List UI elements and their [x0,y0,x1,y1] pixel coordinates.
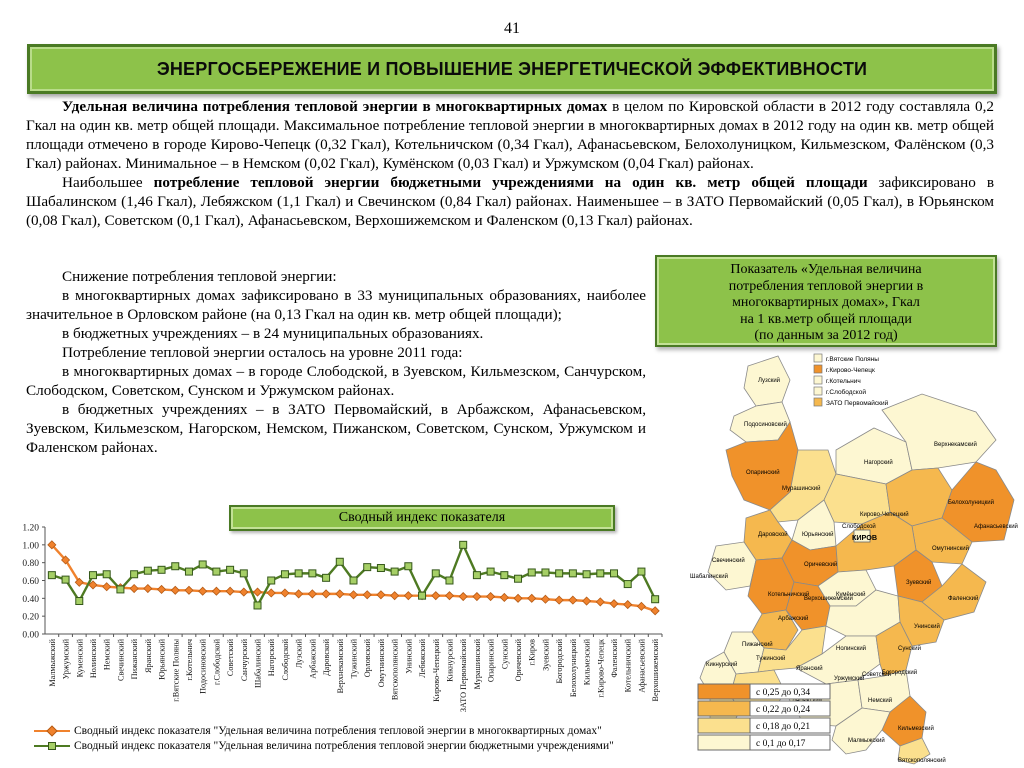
x-tick-label: г.Кирово-Чепецк [596,639,606,698]
point-budget [89,572,96,579]
paragraph-1 [26,97,994,173]
point-budget [569,570,576,577]
point-apartments [555,596,563,604]
map-legend-label: г.Кирово-Чепецк [826,367,875,374]
x-tick-label: Богородский [555,639,565,684]
point-apartments [583,597,591,605]
x-tick-label: Санчурский [239,639,249,682]
point-apartments [651,607,659,615]
point-apartments [487,593,495,601]
map-range-label: с 0,25 до 0,34 [756,688,811,698]
point-apartments [254,588,262,596]
x-tick-label: Кирово-Чепецкий [431,639,441,702]
map-legend-swatch [814,398,822,406]
district-area [836,428,912,484]
district-label: Оричевский [804,562,838,568]
point-budget [48,572,55,579]
x-tick-label: Даровской [322,639,332,676]
paragraph-7: в многоквартирных домах – в городе Слободской, в Зуевском, Кильмезском, Санчурском, Слободском, Советском, Сунском и Уржумском районах. [26,363,646,399]
x-tick-label: Омутнинский [376,639,386,688]
point-apartments [610,600,618,608]
map-legend-label: г.Слободской [826,389,866,396]
x-tick-label: Фаленский [610,639,620,678]
district-label: Нагорский [864,460,893,466]
paragraph-5: в бюджетных учреждениях – в 24 муниципальных образованиях. [62,325,484,342]
point-budget [199,561,206,568]
paragraph-4: в многоквартирных домах зафиксировано в 33 муниципальных образованиях, наиболее значительное в Орловском районе (на 0,13 Гкал на один кв. метр общей площади); [26,287,646,323]
point-apartments [445,592,453,600]
summary-index-text: Сводный индекс показателя [338,510,506,525]
district-label: Юрьянский [802,532,834,538]
x-tick-label: Нагорский [267,639,277,677]
district-label: Шабалинский [690,574,728,580]
paragraph-3: Снижение потребления тепловой энергии: [62,268,337,285]
y-tick-label: 0.80 [22,559,39,570]
point-budget [172,563,179,570]
point-budget [254,602,261,609]
paragraph-2-bold: потребление тепловой энергии бюджетными учреждениями на один кв. метр общей площади [153,174,868,191]
x-tick-label: Тужинский [349,639,359,679]
x-tick-label: г.Киров [527,639,537,666]
district-label: Омутнинский [932,546,969,552]
point-budget [432,570,439,577]
x-tick-label: Оричевский [514,639,524,682]
legend-entry-budget [34,738,674,753]
x-tick-label: г.Вятские Поляны [171,639,181,702]
point-apartments [404,592,412,600]
indicator-line-1: Показатель «Удельная величина [730,262,922,277]
x-tick-label: Уржумский [61,639,71,680]
page-title: ЭНЕРГОСБЕРЕЖЕНИЕ И ПОВЫШЕНИЕ ЭНЕРГЕТИЧЕСКОЙ ЭФФЕКТИВНОСТИ [156,58,868,79]
district-label: Кирово-Чепецкий [860,512,909,518]
paragraph-2 [26,173,994,230]
x-tick-label: ЗАТО Первомайский [459,639,469,713]
x-tick-label: Вятскополянский [390,639,400,701]
point-budget [460,541,467,548]
point-apartments [267,589,275,597]
point-budget [323,574,330,581]
page-number: 41 [504,20,520,37]
paragraph-1-text: в целом по Кировской области в 2012 году составляла 0,2 Гкал на один кв. метр общей площади. Максимальное потребление тепловой энергии в многоквартирных домах в 2012 году на один кв. метр общей площади отмечено в городе Кирово-Чепецк (0,32 Гкал), Котельничском (0,34 Гкал), Афанасьевском, Белохолуницком, Кильмезском, Фалёнском (0,3 Гкал) районах. Минимальное – в Немском (0,02 Гкал), Кумёнском (0,03 Гкал) и Уржумском (0,04 Гкал) районах. [26,98,994,172]
district-label: Арбажский [778,616,809,622]
map-range-label: с 0,1 до 0,17 [756,739,806,749]
y-tick-label: 0.00 [22,630,39,641]
y-tick-label: 0.20 [22,612,39,623]
x-tick-label: Орловский [363,639,373,678]
point-budget [652,596,659,603]
district-label: Советский [862,672,891,678]
district-label: Нолинский [836,646,867,652]
point-budget [473,572,480,579]
point-budget [583,571,590,578]
point-budget [185,568,192,575]
district-label: Мурашинский [782,486,821,492]
x-tick-label: Лузский [294,639,304,669]
district-label: Кильмезский [898,726,934,732]
map-legend-swatch [814,365,822,373]
x-tick-label: Сунский [500,639,510,670]
y-tick-label: 0.40 [22,594,39,605]
point-apartments [308,590,316,598]
point-apartments [130,585,138,593]
point-budget [391,568,398,575]
indicator-line-5: (по данным за 2012 год) [754,328,898,343]
point-budget [542,569,549,576]
legend-symbol-apartments [34,725,70,737]
map-legend-label: г.Котельнич [826,378,861,385]
x-tick-label: Мурашинский [472,639,482,690]
map-range-swatch [698,701,750,716]
point-apartments [336,590,344,598]
point-apartments [103,583,111,591]
map-range-swatch [698,684,750,699]
legend-entry-apartments [34,723,674,738]
point-budget [268,577,275,584]
point-budget [295,570,302,577]
paragraph-6: Потребление тепловой энергии осталось на уровне 2011 года: [62,344,463,361]
point-apartments [281,589,289,597]
x-tick-label: Яранский [143,639,153,673]
point-budget [515,575,522,582]
x-tick-label: Котельничский [623,639,633,693]
district-label: Даровской [758,532,788,538]
paragraph-2-text: зафиксировано в Шабалинском (1,46 Гкал), Лебяжском (1,1 Гкал) и Свечинском (0,84 Гкал) районах. Наименьшее – в ЗАТО Первомайский (0,05 Гкал), в Юрьянском (0,08 Гкал), Советском (0,1 Гкал), Афанасьевском, Верхошижемском и Фаленском (0,13 Гкал) районах. [26,174,994,229]
point-budget [624,581,631,588]
point-budget [103,571,110,578]
district-label: Свечинский [712,558,745,564]
point-apartments [350,591,358,599]
point-budget [638,568,645,575]
x-tick-label: Верхнекамский [335,639,345,694]
point-apartments [432,592,440,600]
point-budget [227,566,234,573]
point-apartments [528,594,536,602]
x-tick-label: Немский [102,639,112,671]
x-tick-label: Кильмезский [582,639,592,686]
district-label: Немский [868,698,893,704]
x-tick-label: Афанасьевский [637,639,647,693]
point-apartments [377,591,385,599]
legend-label-budget: Сводный индекс показателя "Удельная величина потребления тепловой энергии бюджетными учреждениями" [74,739,614,752]
district-label: Уржумский [834,676,865,682]
point-apartments [569,596,577,604]
x-tick-label: Куменский [75,639,85,678]
point-apartments [171,586,179,594]
paragraph-1-bold: Удельная величина потребления тепловой энергии в многоквартирных домах [62,98,608,115]
district-label: Котельничский [768,592,810,598]
point-budget [556,570,563,577]
district-area [708,542,756,590]
map-range-label: с 0,18 до 0,21 [756,722,811,732]
point-budget [240,570,247,577]
indicator-line-4: на 1 кв.метр общей площади [740,311,912,327]
x-tick-label: г.Котельнич [184,639,194,681]
district-label: Афанасьевский [974,524,1018,530]
point-budget [528,569,535,576]
district-label: Богородский [882,670,918,676]
point-budget [309,570,316,577]
district-label: Унинский [914,624,940,630]
point-apartments [637,602,645,610]
point-budget [377,565,384,572]
legend-label-apartments: Сводный индекс показателя "Удельная величина потребления тепловой энергии в многоквартирных домах" [74,724,602,737]
point-apartments [514,594,522,602]
point-apartments [391,592,399,600]
district-label: Тужинский [756,656,786,662]
x-tick-label: Арбажский [308,639,318,679]
point-budget [364,564,371,571]
map-legend-swatch [814,376,822,384]
point-budget [158,566,165,573]
point-apartments [185,586,193,594]
x-tick-label: Верхошижемский [651,639,661,702]
district-label: КИРОВ [852,533,878,542]
x-tick-label: Нолинский [88,639,98,679]
x-tick-label: Слободской [280,639,290,681]
point-budget [131,571,138,578]
x-tick-label: Пижанский [130,639,140,680]
point-budget [487,568,494,575]
point-apartments [226,587,234,595]
indicator-caption-box [655,255,997,347]
chart-legend [34,723,674,753]
y-tick-label: 1.20 [22,523,39,534]
map-range-swatch [698,735,750,750]
x-tick-label: г.Слободской [212,639,222,685]
point-apartments [459,593,467,601]
district-label: Яранский [796,666,823,672]
district-label: Верхнекамский [934,442,977,448]
point-budget [419,592,426,599]
map-range-swatch [698,718,750,733]
point-apartments [199,587,207,595]
point-apartments [596,598,604,606]
point-budget [117,586,124,593]
point-apartments [240,588,248,596]
point-apartments [295,590,303,598]
x-tick-label: Свечинский [116,639,126,681]
point-apartments [212,587,220,595]
title-banner [27,44,997,94]
x-tick-label: Лебяжский [418,639,428,678]
district-label: Слободской [842,524,876,530]
x-tick-label: Подосиновский [198,639,208,694]
indicator-line-3: многоквартирных домах», Гкал [732,295,920,310]
map-legend-swatch [814,387,822,395]
map-legend-swatch [814,354,822,362]
x-tick-label: Шабалинский [253,639,263,688]
map-legend-label: г.Вятские Поляны [826,356,879,363]
point-budget [611,570,618,577]
point-apartments [158,585,166,593]
point-budget [336,558,343,565]
y-tick-label: 1.00 [22,541,39,552]
point-budget [597,570,604,577]
point-budget [350,577,357,584]
x-tick-label: Малмыжский [47,639,57,687]
x-tick-label: Унинский [404,639,414,674]
district-label: Малмыжский [848,738,885,744]
x-tick-label: Советский [226,639,236,677]
point-budget [76,598,83,605]
point-apartments [624,601,632,609]
district-label: Кикнурский [706,662,738,668]
map-legend-label: ЗАТО Первомайский [826,400,889,407]
point-budget [501,572,508,579]
district-label: Опаринский [746,470,780,476]
side-text [26,267,646,457]
point-budget [213,568,220,575]
point-budget [281,571,288,578]
point-apartments [541,595,549,603]
y-tick-label: 0.60 [22,577,39,587]
district-label: Белохолуницкий [948,500,994,506]
x-tick-label: Зуевский [541,639,551,671]
district-label: Верхошижемский [804,596,853,602]
point-apartments [144,585,152,593]
paragraph-2-lead: Наибольшее [62,174,154,191]
legend-symbol-budget [34,740,70,752]
district-label: Зуевский [906,580,932,586]
point-budget [144,567,151,574]
region-map [686,350,1024,768]
point-apartments [473,593,481,601]
main-text [26,97,994,230]
x-tick-label: Кикнурский [445,639,455,682]
point-apartments [363,591,371,599]
district-label: Пижанский [742,642,773,648]
district-label: Подосиновский [744,422,787,428]
district-label: Вятскополянский [898,758,946,764]
point-apartments [500,593,508,601]
point-budget [405,563,412,570]
district-label: Сунский [898,646,921,652]
point-apartments [322,590,330,598]
point-budget [446,577,453,584]
x-tick-label: Юрьянский [157,639,167,680]
x-tick-label: Белохолуницкий [568,639,578,698]
indicator-line-2: потребления тепловой энергии в [728,278,924,294]
paragraph-8: в бюджетных учреждениях – в ЗАТО Первомайский, в Арбажском, Афанасьевском, Зуевском, Кильмезском, Нагорском, Немском, Пижанском, Советском, Сунском, Уржумском и Фаленском районах. [26,401,646,456]
x-tick-label: Опаринский [486,639,496,683]
district-label: Кумёнский [836,592,866,598]
district-label: Лузский [758,378,781,384]
district-label: Фаленский [948,596,979,602]
map-range-label: с 0,22 до 0,24 [756,705,811,715]
point-budget [62,576,69,583]
